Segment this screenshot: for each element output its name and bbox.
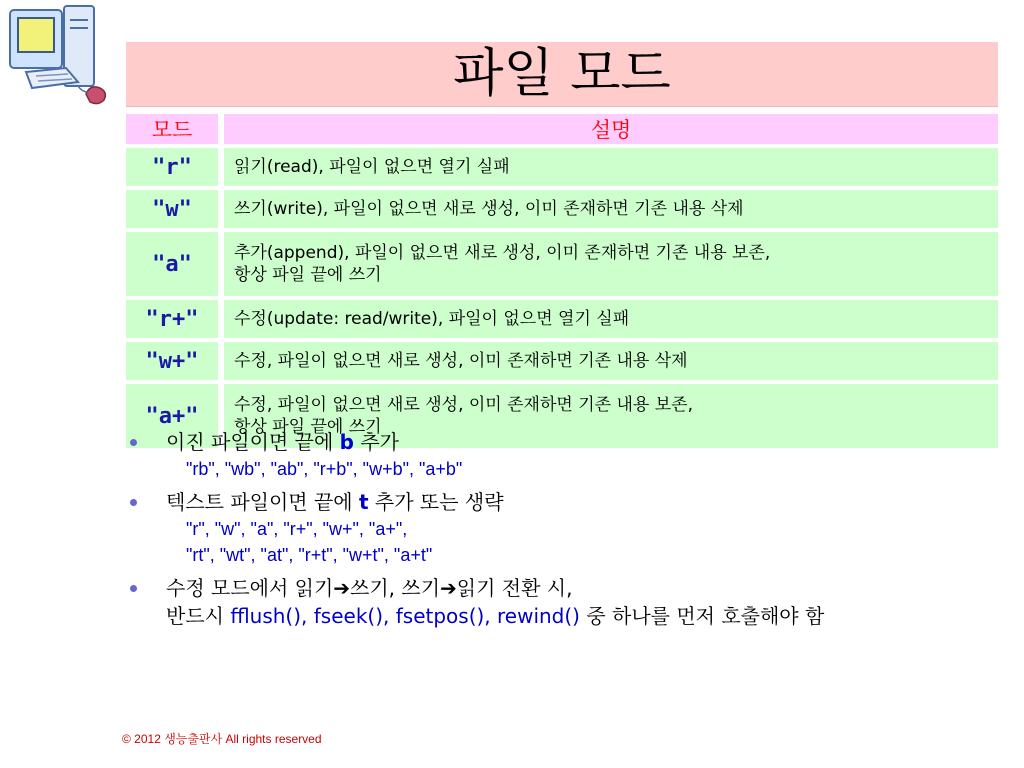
bullet-item-switch: 수정 모드에서 읽기➔쓰기, 쓰기➔읽기 전환 시, 반드시 fflush(), fseek(), fsetpos(), rewind() 중 하나를 먼저 호출해야 함 [130,574,1010,630]
mode-cell: "w" [126,190,218,228]
bullet-dot-icon [130,585,137,592]
computer-clipart-icon [2,2,120,110]
header-description: 설명 [224,114,998,144]
table-row [126,300,998,338]
bullet-item-text: 텍스트 파일이면 끝에 t 추가 또는 생략 "r", "w", "a", "r+", "w+", "a+", "rt", "wt", "at", "r+t", "w+t", "a+t" [130,488,1010,568]
text-flag: t [358,490,369,514]
mode-cell: "a+" [126,384,218,448]
binary-mode-examples: "rb", "wb", "ab", "r+b", "w+b", "a+b" [186,459,463,479]
text-mode-examples-1: "r", "w", "a", "r+", "w+", "a+", [186,519,408,539]
description-cell: 읽기(read), 파일이 없으면 열기 실패 [224,148,998,186]
description-cell: 쓰기(write), 파일이 없으면 새로 생성, 이미 존재하면 기존 내용 삭제 [224,190,998,228]
mode-cell: "r+" [126,300,218,338]
table-row [126,232,998,296]
title-bar [126,42,998,107]
text-mode-examples-2: "rt", "wt", "at", "r+t", "w+t", "a+t" [186,545,433,565]
table-row [126,190,998,228]
binary-flag: b [339,430,354,454]
description-cell: 수정, 파일이 없으면 새로 생성, 이미 존재하면 기존 내용 보존, 항상 파일 끝에 쓰기 [224,384,998,448]
description-cell: 추가(append), 파일이 없으면 새로 생성, 이미 존재하면 기존 내용 보존, 항상 파일 끝에 쓰기 [224,232,998,296]
table-row [126,148,998,186]
table-header-row [126,114,998,144]
mode-cell: "a" [126,232,218,296]
header-mode: 모드 [126,114,218,144]
function-list: fflush(), fseek(), fsetpos(), rewind() [230,604,580,628]
file-mode-table [126,110,998,452]
copyright-footer: © 2012 생능출판사 All rights reserved [122,732,322,746]
description-cell: 수정, 파일이 없으면 새로 생성, 이미 존재하면 기존 내용 삭제 [224,342,998,380]
mode-cell: "r" [126,148,218,186]
description-cell: 수정(update: read/write), 파일이 없으면 열기 실패 [224,300,998,338]
bullet-list [130,428,1010,630]
table-row [126,342,998,380]
bullet-dot-icon [130,499,137,506]
page-title: 파일 모드 [453,44,671,104]
bullet-item-binary: 이진 파일이면 끝에 b 추가 "rb", "wb", "ab", "r+b", "w+b", "a+b" [130,428,1010,482]
mode-cell: "w+" [126,342,218,380]
bullet-dot-icon [130,439,137,446]
